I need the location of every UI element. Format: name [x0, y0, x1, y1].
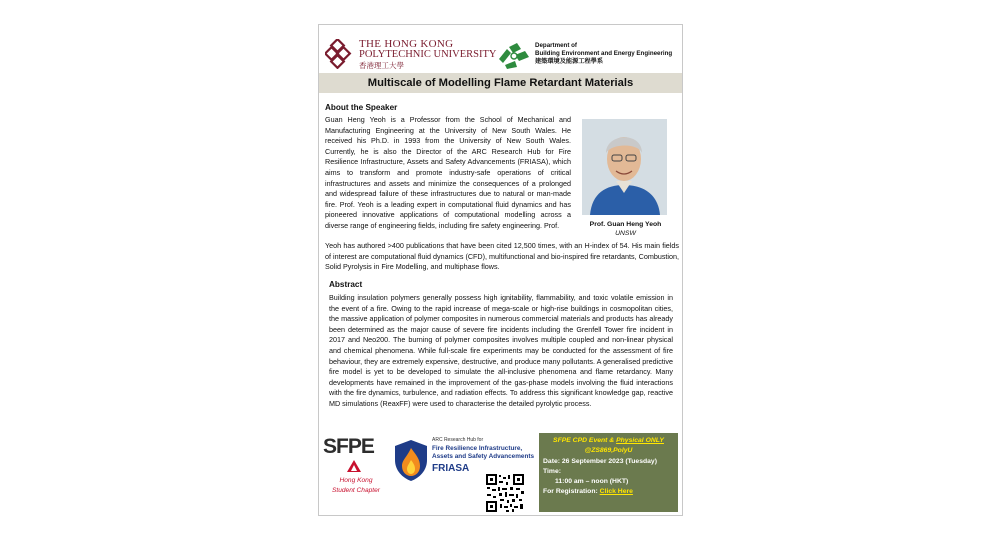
department-logo [497, 41, 682, 71]
polyu-logo [325, 38, 497, 70]
speaker-photo [582, 119, 667, 215]
friasa-line1: Fire Resilience Infrastructure, [432, 445, 523, 452]
event-date-value: 26 September 2023 (Tuesday) [561, 457, 657, 465]
friasa-line2: Assets and Safety Advancements [432, 453, 535, 460]
about-speaker-heading: About the Speaker [325, 103, 398, 112]
abstract-text: Building insulation polymers generally possess high ignitability, flammability, and toxic volatile emission in the event of a fire. Owing to the rapid increase of mega-scale or high-rise buildings in cosmopolitan cities, the massive application of polymer composites in numerous commercial materials and products has already been determined as the major cause of severe fire incidents including the Grenfell Tower fire incident in 2017 and Neo200. The burning of polymer composites involves multiple coupled and non-linear physical and chemical phenomena. While full-scale fire experiments may be conducted for the assessment of fire behaviour, they are extremely expensive, destructive, and produce many pollutants. A generalised predictive fire model is yet to be developed to simulate the all-inclusive phenomena and flame retardancy. Many developments have remained in the improvement of the gas-phase models involving the fluid interactions with the fire dynamics, turbulence, and radiation effects. To address this significant knowledge gap, reactive MD simulations (ReaxFF) were used to characterise the detailed pyrolytic process. [329, 293, 673, 408]
polyu-name-chinese: 香港理工大學 [359, 60, 404, 70]
department-line1: Department of [535, 42, 577, 49]
event-physical-only: Physical ONLY [616, 437, 664, 444]
department-line3: 建築環境及能源工程學系 [535, 57, 604, 65]
sfpe-sub-line1: Hong Kong [339, 477, 373, 484]
abstract-heading: Abstract [329, 280, 363, 289]
friasa-line0: ARC Research Hub for [432, 437, 484, 443]
flame-triangle-icon [347, 460, 361, 472]
department-name [535, 42, 672, 65]
title-band [319, 73, 682, 93]
sfpe-wordmark: SFPE [323, 435, 374, 458]
event-registration-row [543, 487, 674, 497]
event-time-value: 11:00 am – noon (HKT) [555, 478, 629, 486]
event-registration-label: For Registration: [543, 488, 598, 496]
speaker-caption-name: Prof. Guan Heng Yeoh [589, 221, 662, 228]
friasa-acronym: FRIASA [432, 463, 470, 474]
polyu-name-line2: POLYTECHNIC UNIVERSITY [359, 49, 497, 60]
poster-title: Multiscale of Modelling Flame Retardant Materials [367, 77, 634, 89]
speaker-caption-affiliation: UNSW [615, 230, 636, 237]
shield-flame-icon [392, 438, 430, 482]
bees-emblem-icon [497, 41, 531, 69]
event-time-label: Time: [543, 467, 562, 475]
poster-page [318, 24, 683, 516]
sfpe-sub-line2: Student Chapter [331, 487, 381, 494]
polyu-name-line1: THE HONG KONG [359, 38, 454, 50]
event-date-row [543, 457, 674, 467]
event-date-label: Date: [543, 457, 560, 465]
speaker-bio-part2: Yeoh has authored >400 publications that have been cited 12,500 times, with an H-index of 54. His main fields of interest are computational fluid dynamics (CFD), multifunctional and bio-inspired fire retardants, Combustion, Solid Pyrolysis in Fire Modelling, and multiphase flows. [325, 241, 679, 272]
polyu-wordmark [359, 39, 496, 69]
qr-code-icon [485, 473, 525, 513]
registration-qr-code[interactable] [485, 473, 525, 513]
registration-link[interactable]: Click Here [599, 488, 633, 496]
speaker-bio-part1: Guan Heng Yeoh is a Professor from the School of Mechanical and Manufacturing Engineering at the University of New South Wales. He received his Ph.D. in 1993 from the University of New South Wales. Currently, he is also the Director of the ARC Research Hub for Fire Resilience Infrastructure, Assets and Safety Advancements (FRIASA), which aims to transform and promote industry-safe operations of critical infrastructures and assets and minimize the consequences of a prolonged and widespread failure of these infrastructures due to natural or man-made fire. Prof. Yeoh is a leading expert in computational fluid dynamics and has pioneered innovative applications of computational modelling across a diverse range of engineering fields, including fire safety engineering. Prof. [325, 115, 571, 230]
speaker-portrait-icon [582, 119, 667, 215]
friasa-line1-2 [432, 445, 534, 461]
department-line2: Building Environment and Energy Engineering [535, 49, 673, 57]
event-info-box [539, 433, 678, 512]
polyu-emblem-icon [325, 39, 355, 69]
event-venue: @ZS869,PolyU [584, 447, 633, 455]
event-type: SFPE CPD Event & [553, 437, 617, 444]
event-line1 [543, 436, 674, 446]
sfpe-logo [323, 435, 389, 513]
